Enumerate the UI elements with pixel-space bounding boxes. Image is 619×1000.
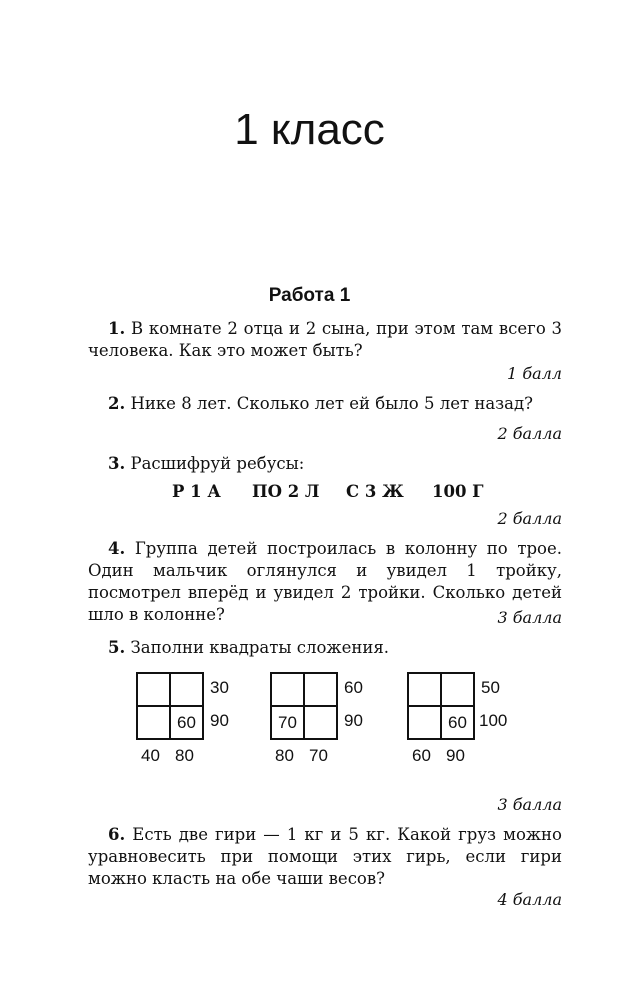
task-text: Расшифруй ребусы:	[130, 454, 305, 473]
col-sum: 80	[175, 746, 194, 765]
square-cell[interactable]: 60	[441, 706, 474, 739]
row-sum: 90	[210, 711, 229, 730]
task-text: Есть две гири — 1 кг и 5 кг. Какой груз можно уравновесить при помощи этих гирь, если гири можно класть на обе чаши весов?	[88, 825, 562, 888]
rebus-item: ПО 2 Л	[252, 482, 320, 501]
col-sum: 80	[275, 746, 294, 765]
row-sum: 90	[344, 711, 363, 730]
square-cell[interactable]	[304, 673, 337, 706]
square-cell[interactable]	[441, 673, 474, 706]
square-cell[interactable]: 70	[271, 706, 304, 739]
task-number: 3.	[108, 454, 126, 473]
square-cell[interactable]	[137, 673, 170, 706]
task-number: 1.	[108, 319, 126, 338]
task-text: Заполни квадраты сложения.	[130, 638, 390, 657]
square-cell[interactable]	[271, 673, 304, 706]
task-5	[88, 637, 562, 659]
task-text: Группа детей построилась в колонну по трое. Один мальчик оглянулся и увидел 1 тройку, посмотрел вперёд и увидел 2 тройки. Сколько детей шло в колонне?	[88, 539, 562, 624]
col-sum: 60	[412, 746, 431, 765]
work-title: Работа 1	[268, 285, 351, 306]
row-sum: 60	[344, 678, 363, 697]
page-heading: 1 класс	[234, 105, 385, 154]
square-cell[interactable]: 60	[170, 706, 203, 739]
task-4-score: 3 балла	[497, 608, 562, 627]
col-sum: 90	[446, 746, 465, 765]
task-6	[88, 824, 562, 890]
task-number: 2.	[108, 394, 126, 413]
task-1	[88, 318, 562, 362]
task-number: 6.	[108, 825, 126, 844]
rebus-item: С 3 Ж	[346, 482, 404, 501]
task-6-score: 4 балла	[497, 890, 562, 909]
task-text: Нике 8 лет. Сколько лет ей было 5 лет назад?	[130, 394, 534, 413]
square-cell[interactable]	[170, 673, 203, 706]
task-text: В комнате 2 отца и 2 сына, при этом там всего 3 человека. Как это может быть?	[88, 319, 563, 360]
square-cell[interactable]	[137, 706, 170, 739]
task-2	[88, 393, 562, 415]
task-1-score: 1 балл	[507, 364, 562, 383]
task-3	[88, 453, 562, 475]
task-4	[88, 538, 562, 626]
col-sum: 40	[141, 746, 160, 765]
task-number: 4.	[108, 539, 126, 558]
col-sum: 70	[309, 746, 328, 765]
task-3-score: 2 балла	[497, 509, 562, 528]
rebus-row	[172, 482, 492, 501]
task-2-score: 2 балла	[497, 424, 562, 443]
rebus-item: 100 Г	[432, 482, 484, 501]
task-number: 5.	[108, 638, 126, 657]
row-sum: 100	[479, 711, 508, 730]
square-cell[interactable]	[304, 706, 337, 739]
rebus-item: Р 1 А	[172, 482, 221, 501]
row-sum: 30	[210, 678, 229, 697]
row-sum: 50	[481, 678, 500, 697]
square-cell[interactable]	[408, 673, 441, 706]
task-5-score: 3 балла	[497, 795, 562, 814]
square-cell[interactable]	[408, 706, 441, 739]
